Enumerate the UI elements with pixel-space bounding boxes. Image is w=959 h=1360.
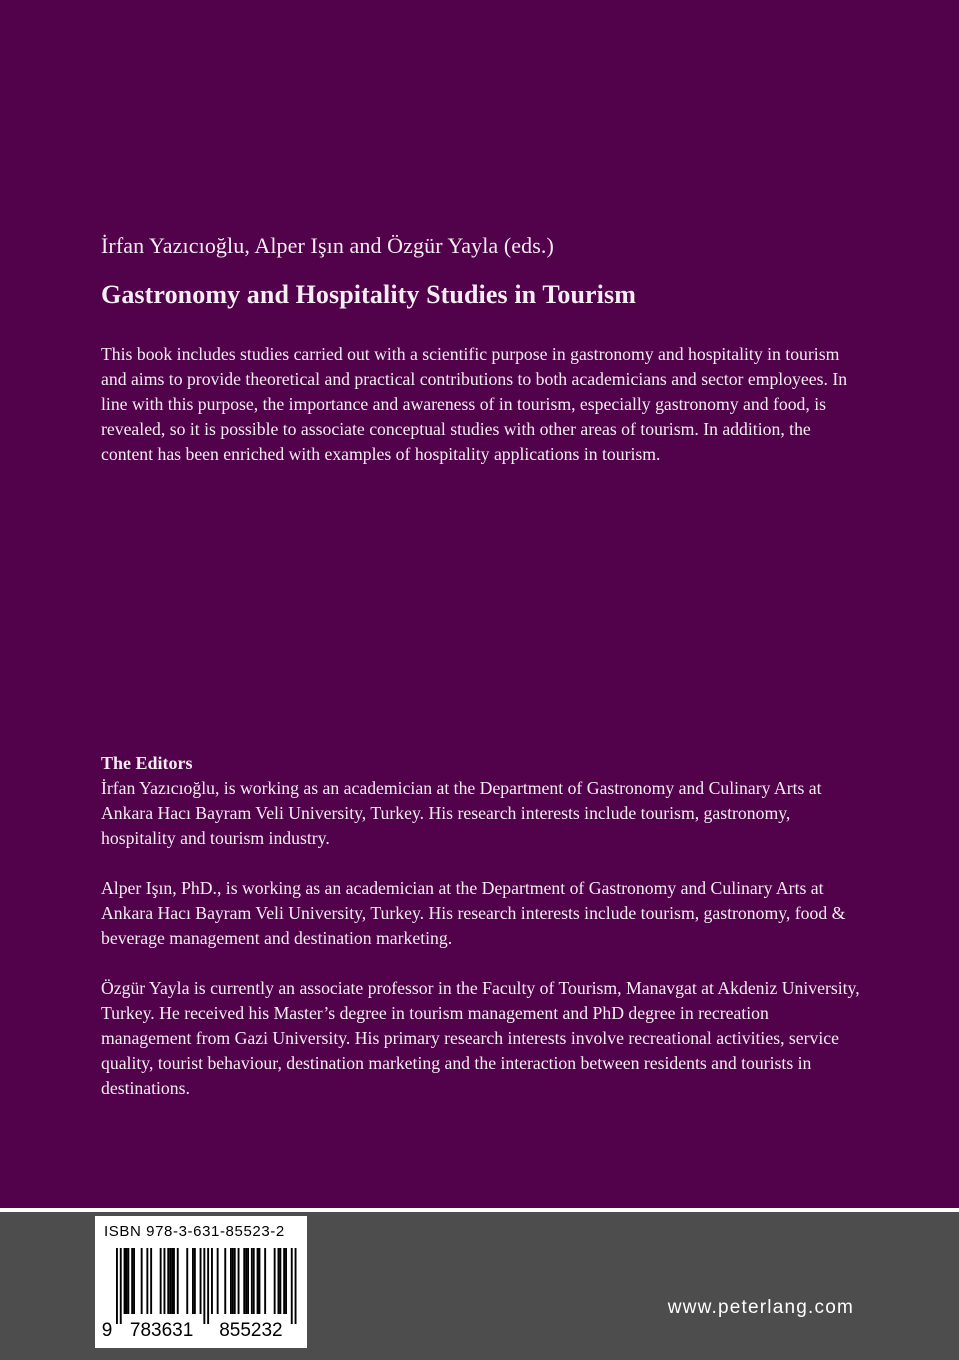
barcode-bar [194, 1248, 196, 1314]
barcode-bar [285, 1248, 287, 1314]
barcode-bar [133, 1248, 135, 1314]
barcode-guard-bar [291, 1248, 293, 1324]
book-title: Gastronomy and Hospitality Studies in Tourism [101, 280, 636, 309]
isbn-barcode [95, 1216, 307, 1348]
barcode-bar [217, 1248, 219, 1314]
barcode-bar [124, 1248, 126, 1314]
barcode-guard-bar [295, 1248, 297, 1324]
barcode-bar [171, 1248, 173, 1314]
barcode-bar [232, 1248, 234, 1314]
barcode-bar [230, 1248, 232, 1314]
barcode-bar [146, 1248, 148, 1314]
barcode-bar [167, 1248, 169, 1314]
barcode-bar [278, 1248, 280, 1314]
barcode-bar [245, 1248, 247, 1314]
barcode-bar [211, 1248, 213, 1314]
barcode-bar [200, 1248, 202, 1314]
barcode-guard-bar [120, 1248, 122, 1324]
barcode-bar [238, 1248, 240, 1314]
barcode-bar [150, 1248, 152, 1314]
barcode-bar [279, 1248, 281, 1314]
book-blurb: This book includes studies carried out with a scientific purpose in gastronomy and hospitality in tourism and aims to provide theoretical and practical contributions to both academicians and sector employees. In line with this purpose, the importance and awareness of in tourism, especially gastronomy and food, is revealed, so it is possible to associate conceptual studies with other areas of tourism. In addition, the content has been enriched with examples of hospitality applications in tourism. [101, 344, 848, 464]
publisher-url[interactable]: www.peterlang.com [667, 1297, 854, 1318]
barcode-digits: 9 [101, 1320, 113, 1341]
barcode-bar [274, 1248, 276, 1314]
barcode-bar [247, 1248, 249, 1314]
barcode-bar [224, 1248, 226, 1314]
isbn-label: ISBN 978-3-631-85523-2 [104, 1223, 285, 1240]
barcode-bar [264, 1248, 266, 1314]
editors-section [101, 751, 861, 1126]
barcode-bar [234, 1248, 236, 1314]
barcode-bar [126, 1248, 128, 1314]
barcode-graphic [95, 1244, 307, 1348]
editor-bio-isin: Alper Işın, PhD., is working as an academician at the Department of Gastronomy and Culinary Arts at Ankara Hacı Bayram Veli University, Turkey. His research interests include tourism, gastronomy, food & beverage management and destination marketing. [101, 878, 846, 948]
barcode-bar [257, 1248, 259, 1314]
barcode-guard-bar [116, 1248, 118, 1324]
barcode-bar [127, 1248, 129, 1314]
barcode-digits: 783631 [129, 1320, 194, 1341]
barcode-bar [141, 1248, 143, 1314]
barcode-bar [253, 1248, 255, 1314]
barcode-bar [186, 1248, 188, 1314]
barcode-bar [259, 1248, 261, 1314]
barcode-bar [251, 1248, 253, 1314]
editors-heading: The Editors [101, 753, 193, 773]
barcode-bar [177, 1248, 179, 1314]
editors-line: İrfan Yazıcıoğlu, Alper Işın and Özgür Yayla (eds.) [101, 233, 554, 258]
barcode-guard-bar [203, 1248, 205, 1324]
barcode-bar [164, 1248, 166, 1314]
editor-bio-yazicioglu: İrfan Yazıcıoğlu, is working as an academician at the Department of Gastronomy and Culinary Arts at Ankara Hacı Bayram Veli University, Turkey. His research interests include tourism, gastronomy, hospitality and tourism industry. [101, 778, 822, 848]
barcode-bar [243, 1248, 245, 1314]
barcode-bar [160, 1248, 162, 1314]
barcode-guard-bar [207, 1248, 209, 1324]
barcode-bar [283, 1248, 285, 1314]
barcode-bar [169, 1248, 171, 1314]
barcode-bar [131, 1248, 133, 1314]
barcode-bar [173, 1248, 175, 1314]
barcode-digits: 855232 [219, 1320, 283, 1341]
barcode-bar [192, 1248, 194, 1314]
editor-bio-yayla: Özgür Yayla is currently an associate professor in the Faculty of Tourism, Manavgat at Akdeniz University, Turkey. He received his Master’s degree in tourism management and PhD degree in recreation management from Gazi University. His primary research interests involve recreational activities, service quality, tourist behaviour, destination marketing and the interaction between residents and tourists in destinations. [101, 978, 860, 1098]
